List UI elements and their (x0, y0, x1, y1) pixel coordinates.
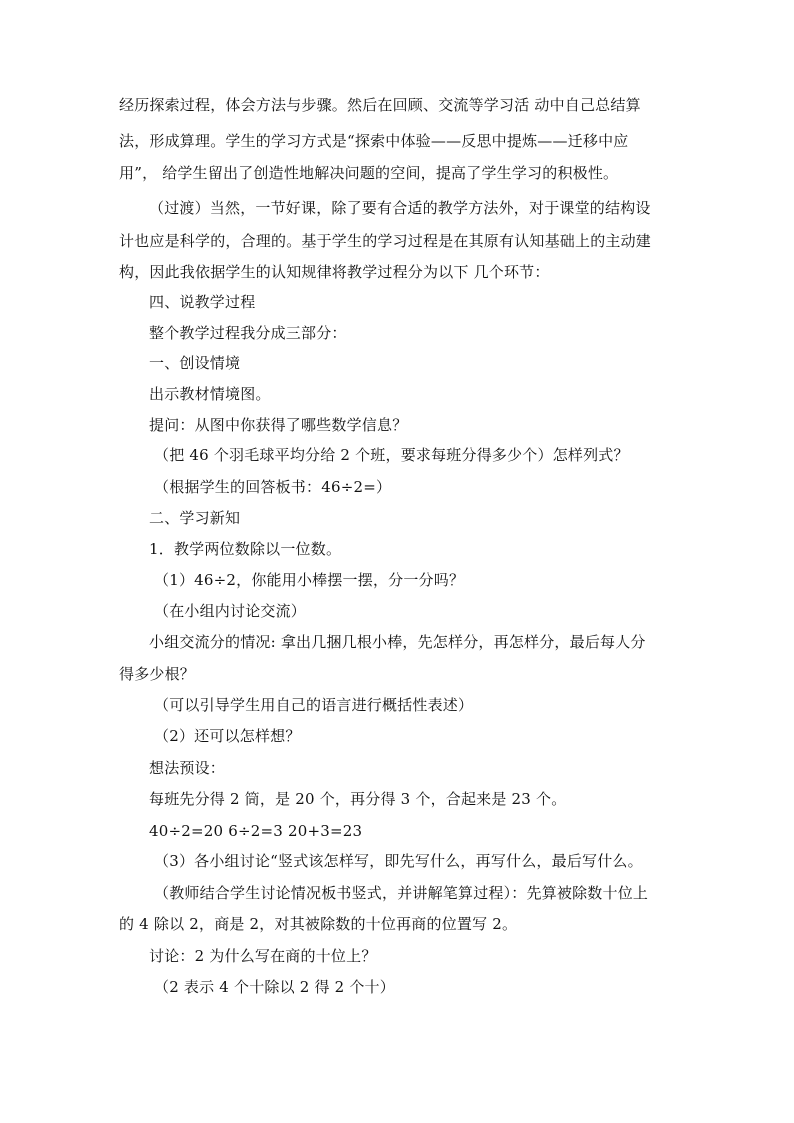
paragraph-line: （2）还可以怎样想？ (154, 727, 301, 745)
paragraph-line: 1．教学两位数除以一位数。 (149, 540, 342, 558)
paragraph-line: 每班先分得 2 筒，是 20 个，再分得 3 个，合起来是 23 个。 (149, 790, 567, 808)
paragraph-line: 构，因此我依据学生的认知规律将教学过程分为以下 几个环节： (119, 263, 550, 281)
paragraph-line: 出示教材情境图。 (149, 385, 271, 403)
paragraph-line: （教师结合学生讨论情况板书竖式，并讲解笔算过程）：先算被除数十位上 (154, 884, 649, 902)
paragraph-line: 整个教学过程我分成三部分： (149, 324, 347, 342)
paragraph-line: 计也应是科学的，合理的。基于学生的学习过程是在其原有认知基础上的主动建 (119, 232, 652, 250)
paragraph-line: 用”， 给学生留出了创造性地解决问题的空间，提高了学生学习的积极性。 (119, 164, 619, 182)
paragraph-line: 经历探索过程，体会方法与步骤。然后在回顾、交流等学习活 动中自己总结算 (119, 96, 641, 114)
paragraph-line: （3）各小组讨论“竖式该怎样写，即先写什么，再写什么，最后写什么。 (154, 852, 643, 870)
paragraph-line: 法，形成算理。学生的学习方式是“探索中体验——反思中提炼——迁移中应 (119, 132, 629, 150)
paragraph-line: 的 4 除以 2，商是 2，对其被除数的十位再商的位置写 2。 (119, 915, 518, 933)
paragraph-line: （过渡）当然，一节好课，除了要有合适的教学方法外，对于课堂的结构设 (149, 199, 651, 217)
paragraph-line: 小组交流分的情况: 拿出几捆几根小棒，先怎样分，再怎样分，最后每人分 (149, 633, 646, 651)
paragraph-line: （根据学生的回答板书：46÷2=） (154, 478, 392, 496)
paragraph-line: （可以引导学生用自己的语言进行概括性表述） (154, 696, 474, 714)
paragraph-line: 40÷2=20 6÷2=3 20+3=23 (149, 822, 363, 840)
paragraph-line: 讨论：2 为什么写在商的十位上？ (149, 947, 377, 965)
paragraph-line: 得多少根？ (119, 665, 196, 683)
paragraph-line: 提问：从图中你获得了哪些数学信息？ (149, 416, 408, 434)
section-heading: 二、学习新知 (149, 509, 241, 527)
section-heading: 一、创设情境 (149, 354, 241, 372)
paragraph-line: （1）46÷2，你能用小棒摆一摆，分一分吗？ (154, 571, 465, 589)
paragraph-line: （2 表示 4 个十除以 2 得 2 个十） (154, 978, 395, 996)
paragraph-line: （在小组内讨论交流） (154, 602, 307, 620)
paragraph-line: （把 46 个羽毛球平均分给 2 个班，要求每班分得多少个）怎样列式？ (154, 446, 629, 464)
paragraph-line: 想法预设： (149, 759, 226, 777)
section-heading: 四、说教学过程 (149, 293, 256, 311)
